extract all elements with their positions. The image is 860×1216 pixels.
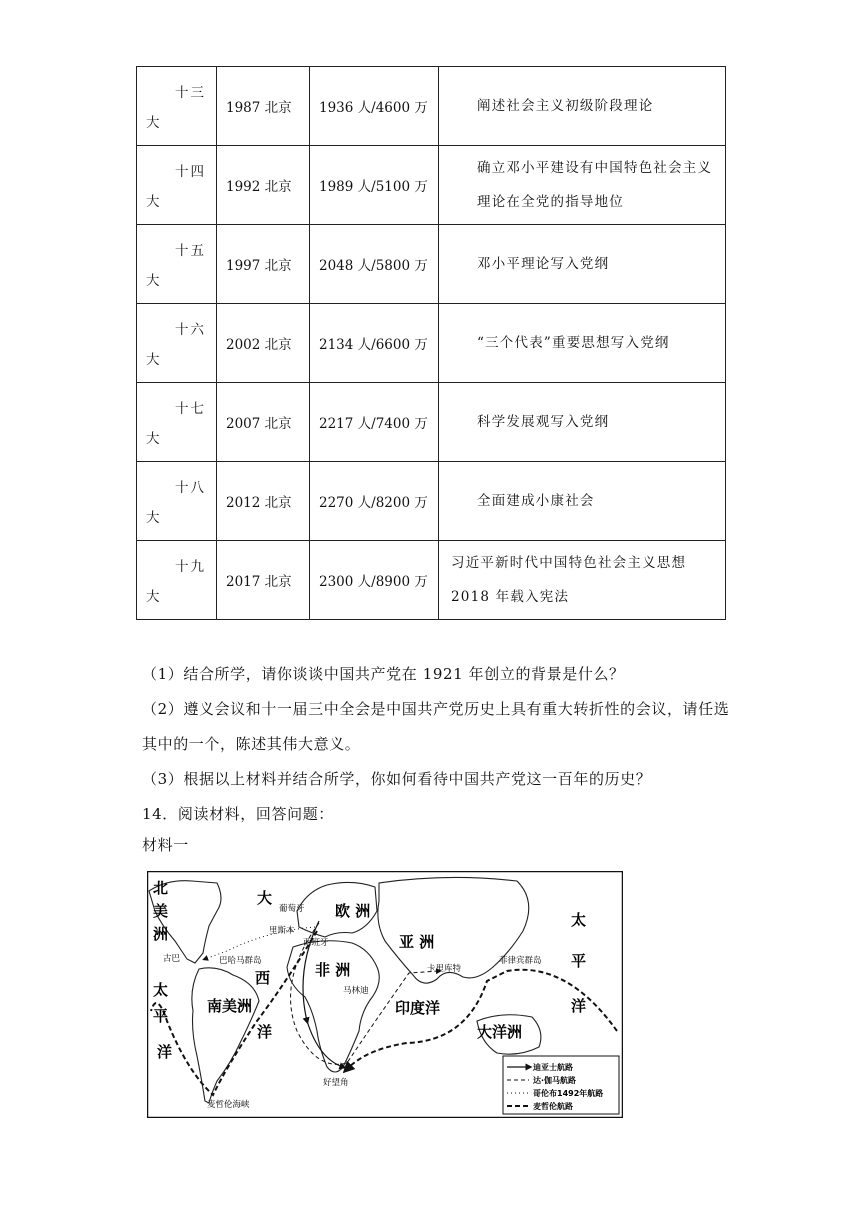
delegates-members-cell: 2270 人/8200 万: [310, 462, 439, 541]
label-pacific-east-2: 平: [571, 952, 587, 970]
table-row: [137, 462, 726, 541]
question-14: 14．阅读材料，回答问题：: [142, 805, 334, 823]
legend-dias: 迪亚士航路: [533, 1063, 573, 1072]
label-pacific-east-3: 洋: [571, 997, 587, 1015]
congress-name-cell: [137, 541, 217, 620]
label-atlantic-2: 西: [255, 969, 271, 987]
congress-name-suffix: 大: [146, 194, 160, 210]
table-row: [137, 67, 726, 146]
legend-da-gama: 达·伽马航路: [533, 1076, 577, 1085]
congress-name: 十六: [175, 322, 206, 338]
label-north-america-2: 美: [153, 902, 169, 920]
congress-name: 十三: [175, 85, 206, 101]
legend-columbus: 哥伦布1492年航路: [533, 1089, 604, 1098]
congress-name-cell: [137, 383, 217, 462]
table-row: [137, 541, 726, 620]
label-lisbon: 里斯本: [269, 926, 295, 936]
label-africa: 非 洲: [315, 961, 351, 979]
congress-name-suffix: 大: [146, 352, 160, 368]
year-place-cell: 2012 北京: [217, 462, 310, 541]
congress-name-cell: [137, 304, 217, 383]
delegates-members-cell: 1936 人/4600 万: [310, 67, 439, 146]
year-place-cell: 2002 北京: [217, 304, 310, 383]
congress-name: 十四: [175, 164, 206, 180]
delegates-members-cell: 2217 人/7400 万: [310, 383, 439, 462]
label-malindi: 马林迪: [343, 986, 369, 996]
label-atlantic-3: 洋: [257, 1023, 273, 1041]
congress-name-cell: [137, 67, 217, 146]
year-place-cell: 1992 北京: [217, 146, 310, 225]
significance-cell: [439, 225, 726, 304]
congress-name-cell: [137, 146, 217, 225]
significance-text: 确立邓小平建设有中国特色社会主义理论在全党的指导地位: [477, 160, 713, 210]
significance-cell: [439, 146, 726, 225]
year-place-cell: 1997 北京: [217, 225, 310, 304]
year-place-cell: 2007 北京: [217, 383, 310, 462]
label-strait-of-magellan: 麦哲伦海峡: [207, 1100, 250, 1110]
congress-name-suffix: 大: [146, 431, 160, 447]
material-one-label: 材料一: [142, 836, 189, 854]
congress-table: [136, 66, 726, 620]
label-portugal: 葡萄牙: [279, 904, 305, 914]
voyage-map: [147, 871, 623, 1118]
significance-cell: [439, 541, 726, 620]
question-2-line-2: 其中的一个，陈述其伟大意义。: [142, 735, 361, 753]
congress-name-cell: [137, 462, 217, 541]
map-legend: [503, 1056, 619, 1114]
congress-name-cell: [137, 225, 217, 304]
table-row: [137, 225, 726, 304]
label-pacific-west-1: 太: [153, 981, 169, 999]
label-europe: 欧 洲: [335, 902, 371, 920]
label-pacific-west-3: 洋: [157, 1043, 173, 1061]
delegates-members-cell: 2300 人/8900 万: [310, 541, 439, 620]
label-cape-of-good-hope: 好望角: [323, 1078, 349, 1088]
question-3: （3）根据以上材料并结合所学，你如何看待中国共产党这一百年的历史？: [142, 770, 652, 788]
significance-text: 科学发展观写入党纲: [477, 414, 610, 430]
label-cuba: 古巴: [163, 954, 181, 964]
label-pacific-east-1: 太: [571, 911, 587, 929]
label-pacific-west-2: 平: [153, 1007, 169, 1025]
congress-name-suffix: 大: [146, 510, 160, 526]
table-row: [137, 383, 726, 462]
label-north-america-1: 北: [153, 879, 169, 897]
significance-cell: [439, 67, 726, 146]
congress-name: 十七: [175, 401, 206, 417]
congress-name: 十八: [175, 480, 206, 496]
label-oceania: 大洋洲: [477, 1023, 523, 1041]
question-1: （1）结合所学，请你谈谈中国共产党在 1921 年创立的背景是什么？: [142, 665, 625, 683]
congress-name-suffix: 大: [146, 589, 160, 605]
significance-cell: [439, 304, 726, 383]
label-spain: 西班牙: [303, 938, 329, 948]
legend-magellan: 麦哲伦航路: [533, 1102, 573, 1111]
congress-name-suffix: 大: [146, 115, 160, 131]
delegates-members-cell: 1989 人/5100 万: [310, 146, 439, 225]
delegates-members-cell: 2134 人/6600 万: [310, 304, 439, 383]
label-indian-ocean: 印度洋: [395, 999, 441, 1017]
significance-text: 阐述社会主义初级阶段理论: [477, 98, 654, 114]
table-row: [137, 146, 726, 225]
year-place-cell: 1987 北京: [217, 67, 310, 146]
table-row: [137, 304, 726, 383]
significance-text: 全面建成小康社会: [477, 493, 595, 509]
label-asia: 亚 洲: [399, 933, 435, 951]
significance-cell: [439, 462, 726, 541]
label-bahamas: 巴哈马群岛: [219, 956, 262, 966]
delegates-members-cell: 2048 人/5800 万: [310, 225, 439, 304]
significance-text: “三个代表”重要思想写入党纲: [477, 335, 670, 351]
significance-text: 邓小平理论写入党纲: [477, 256, 610, 272]
label-atlantic-1: 大: [257, 889, 273, 907]
label-philippines: 菲律宾群岛: [499, 956, 542, 966]
congress-name-suffix: 大: [146, 273, 160, 289]
significance-cell: [439, 383, 726, 462]
label-north-america-3: 洲: [153, 925, 169, 943]
significance-text: 习近平新时代中国特色社会主义思想 2018 年载入宪法: [451, 555, 687, 605]
question-2-line-1: （2）遵义会议和十一届三中全会是中国共产党历史上具有重大转折性的会议，请任选: [142, 700, 730, 718]
label-calicut: 卡里库特: [427, 964, 462, 974]
congress-name: 十九: [175, 559, 206, 575]
year-place-cell: 2017 北京: [217, 541, 310, 620]
congress-name: 十五: [175, 243, 206, 259]
label-south-america: 南美洲: [207, 997, 253, 1015]
